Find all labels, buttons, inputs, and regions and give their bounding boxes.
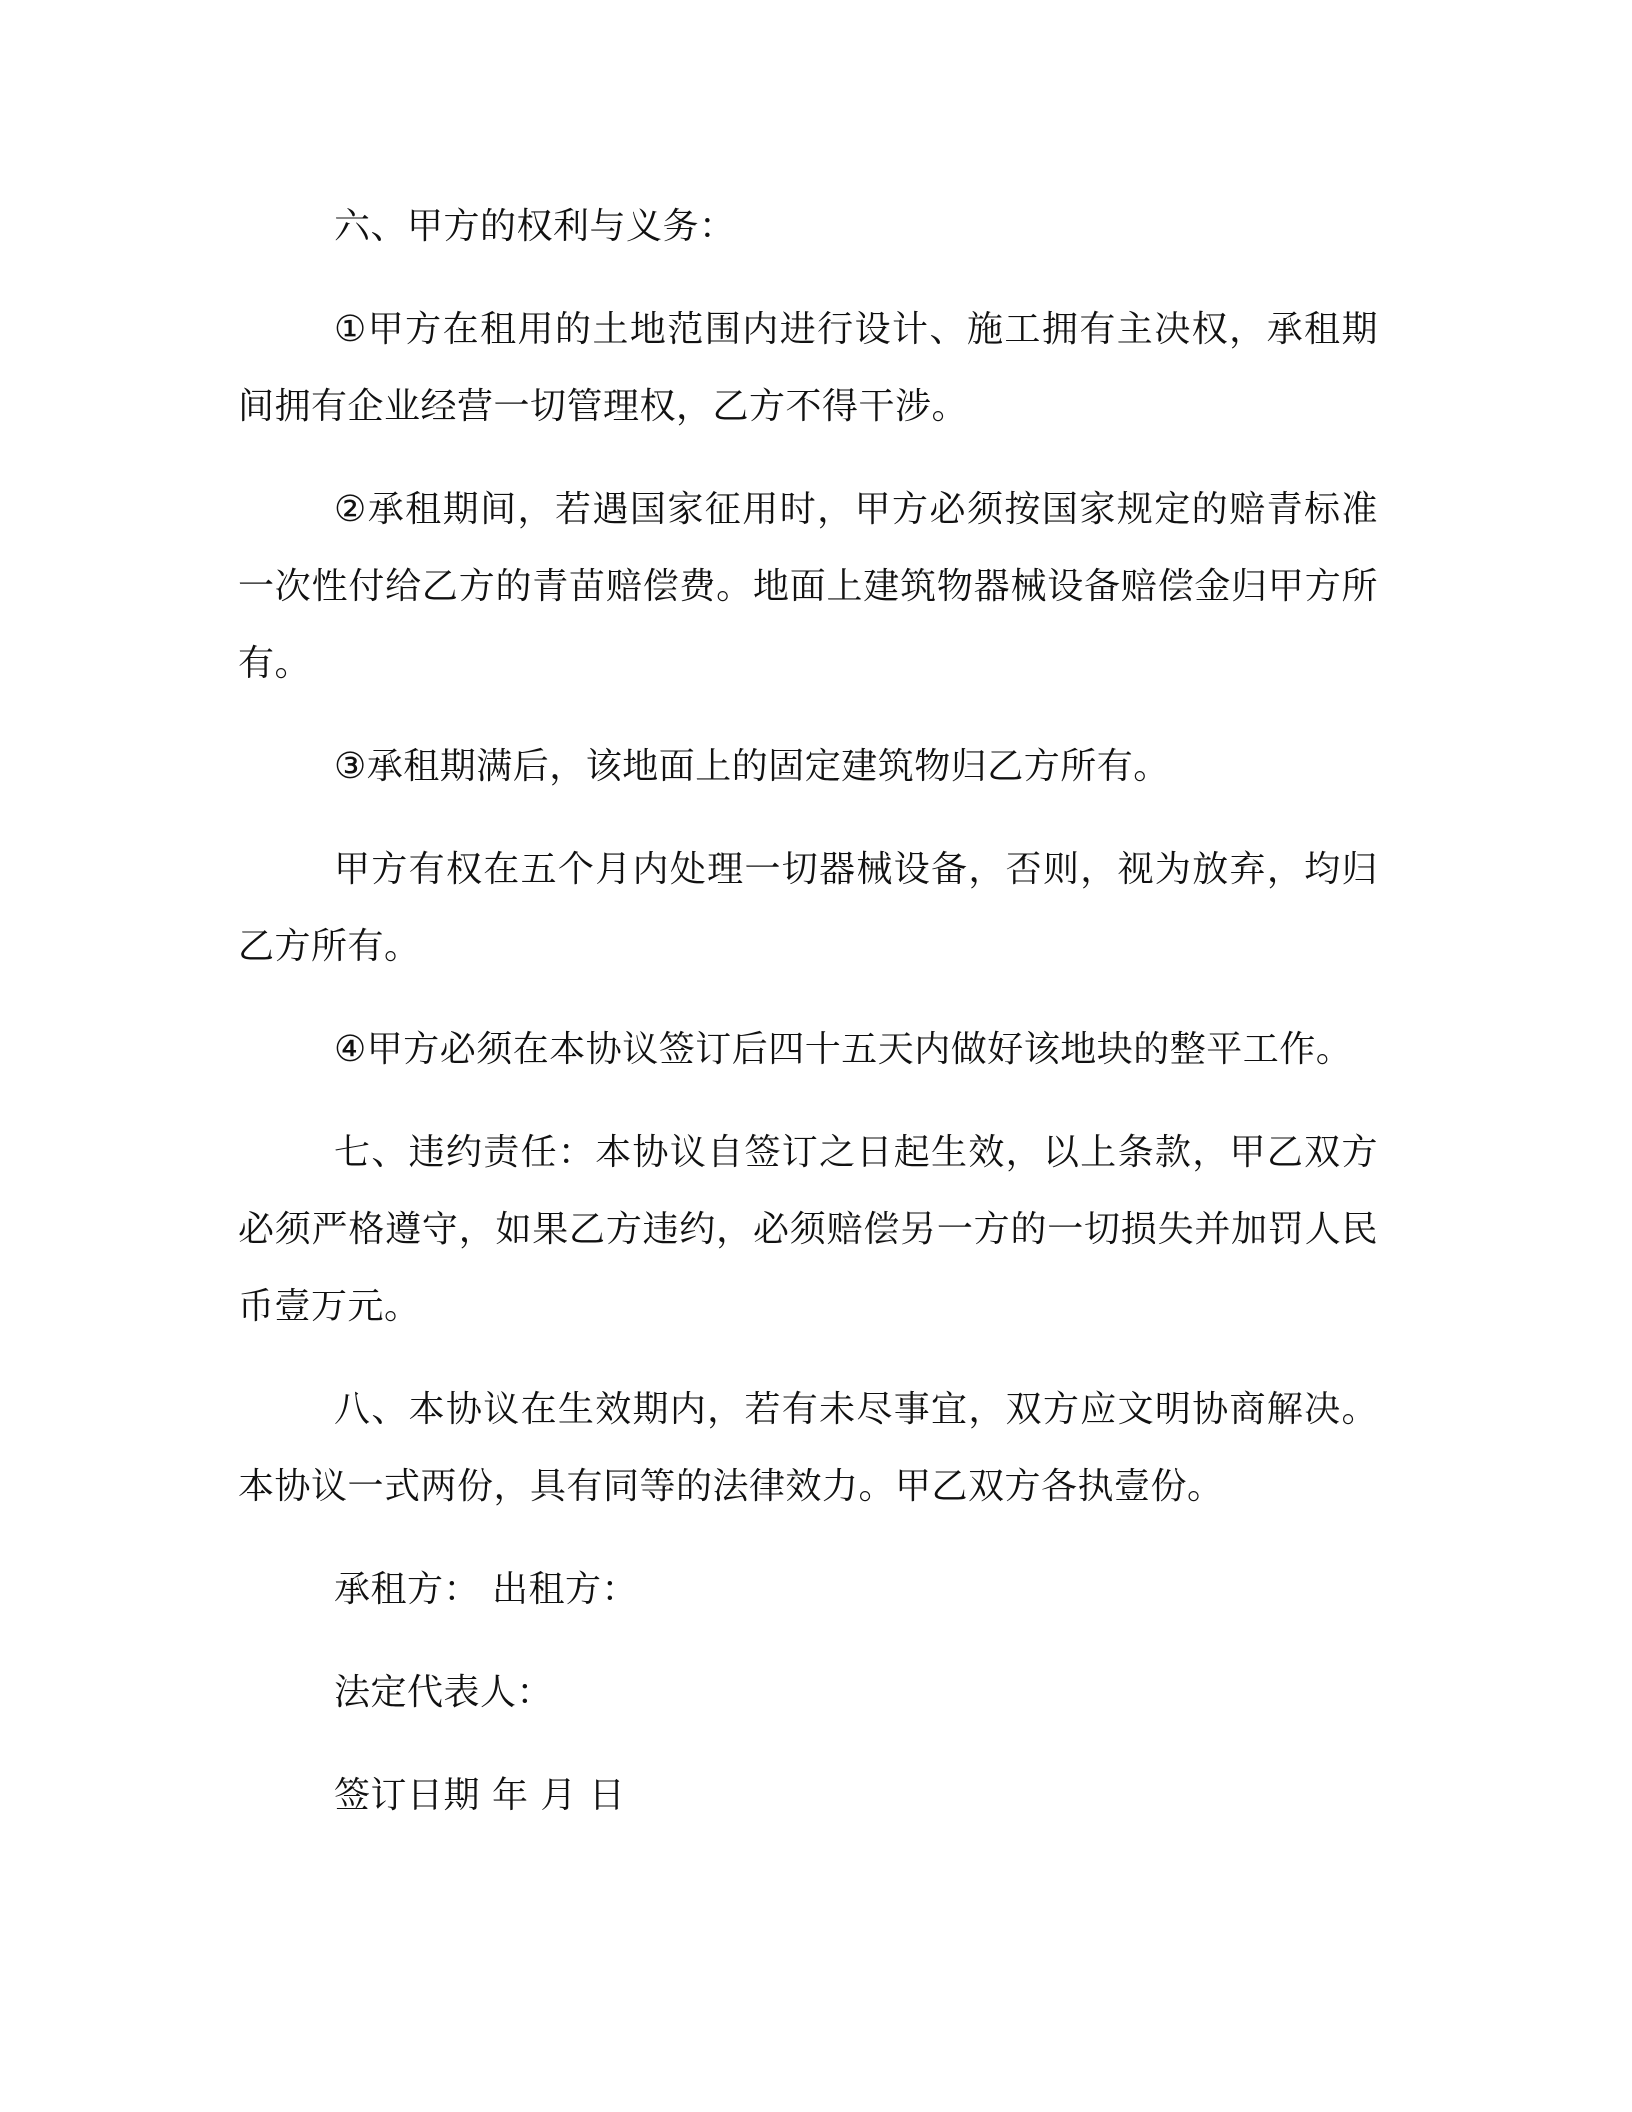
section-seven-breach-liability: 七、违约责任：本协议自签订之日起生效，以上条款，甲乙双方必须严格遵守，如果乙方违约，必须赔偿另一方的一切损失并加罚人民币壹万元。 xyxy=(238,1132,1378,1327)
clause-three: ③承租期满后，该地面上的固定建筑物归乙方所有。 xyxy=(334,746,1170,787)
section-six-heading: 六、甲方的权利与义务： xyxy=(334,206,736,247)
legal-representative: 法定代表人： xyxy=(334,1672,554,1713)
signing-date: 签订日期 年 月 日 xyxy=(334,1775,626,1816)
clause-two: ②承租期间，若遇国家征用时，甲方必须按国家规定的赔青标准一次性付给乙方的青苗赔偿费。地面上建筑物器械设备赔偿金归甲方所有。 xyxy=(238,489,1378,684)
document-body xyxy=(238,188,1378,1860)
equipment-disposal-paragraph: 甲方有权在五个月内处理一切器械设备，否则，视为放弃，均归乙方所有。 xyxy=(238,849,1378,967)
clause-one: ①甲方在租用的土地范围内进行设计、施工拥有主决权，承租期间拥有企业经营一切管理权，乙方不得干涉。 xyxy=(238,309,1378,427)
signature-parties: 承租方： 出租方： xyxy=(334,1569,638,1610)
clause-four: ④甲方必须在本协议签订后四十五天内做好该地块的整平工作。 xyxy=(334,1029,1353,1070)
section-eight-miscellaneous: 八、本协议在生效期内，若有未尽事宜，双方应文明协商解决。本协议一式两份，具有同等的法律效力。甲乙双方各执壹份。 xyxy=(238,1389,1378,1507)
